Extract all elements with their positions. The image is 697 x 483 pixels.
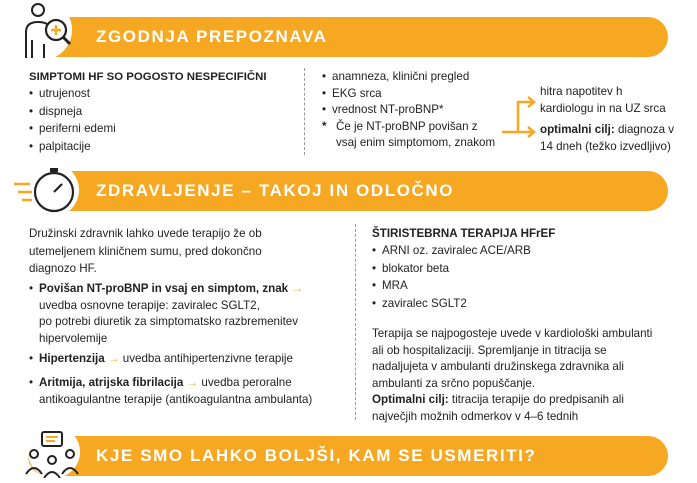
note-line: Če je NT-proBNP povišan z	[336, 119, 478, 133]
para-line: ambulanti za srčno popuščanje.	[372, 376, 536, 390]
symptoms-heading: SIMPTOMI HF SO POGOSTO NESPECIFIČNI	[29, 71, 267, 83]
list-item: • anamneza, klinični pregled	[322, 69, 522, 85]
para-line: ali ob hospitalizaciji. Spremljanje in titracija se	[372, 343, 607, 357]
team-discussion-icon	[20, 424, 84, 478]
outcome-goal-text: diagnoza v	[614, 123, 675, 136]
divider	[355, 224, 356, 420]
item-line: antikoagulantne terapije (antikoagulantna ambulanta)	[39, 392, 313, 406]
section3-banner	[28, 436, 668, 476]
arrow-icon: →	[186, 376, 199, 389]
list-item: • utrujenost	[29, 86, 279, 102]
list-item: • MRA	[372, 278, 652, 294]
list-item: • periferni edemi	[29, 121, 279, 137]
note-star: *	[322, 119, 327, 133]
para-line: Terapija se najpogosteje uvede v kardiološki ambulanti	[372, 327, 653, 340]
arrow-icon: →	[291, 282, 303, 295]
outcome-line: hitra napotitev h	[540, 85, 623, 98]
outcome-goal	[540, 122, 695, 154]
treatment-item-3	[29, 375, 349, 407]
list-item: • blokator beta	[372, 261, 652, 277]
item-line: hipervolemije	[39, 331, 108, 345]
item-label: Aritmija, atrijska fibrilacija	[39, 376, 184, 389]
optimal-goal-label: Optimalni cilj:	[372, 393, 449, 407]
arrow-icon: →	[107, 352, 120, 365]
list-item: • EKG srca	[322, 86, 522, 102]
item-text: uvedba peroralne	[201, 376, 292, 389]
list-item: • palpitacije	[29, 139, 279, 155]
para-line: največjih možnih odmerkov v 4–6 tednih	[372, 409, 579, 423]
item-label: Povišan NT-proBNP in vsaj en simptom, znak	[39, 282, 289, 295]
intro-line: Družinski zdravnik lahko uvede terapijo že ob	[29, 227, 262, 240]
symptoms-list	[29, 86, 279, 154]
quad-therapy-heading: ŠTIRISTEBRNA TERAPIJA HFrEF	[372, 227, 556, 240]
titration-paragraph	[372, 326, 692, 425]
list-item: • zaviralec SGLT2	[372, 296, 652, 312]
intro-line: utemeljenem kliničnem sumu, pred dokončno	[29, 244, 262, 258]
intro-line: diagnozo HF.	[29, 262, 97, 276]
quad-therapy-list	[372, 243, 652, 311]
outcome-goal-label: optimalni cilj:	[540, 123, 615, 136]
stopwatch-icon	[12, 162, 80, 220]
item-line: po potrebi diuretik za simptomatsko razbremenitev	[39, 315, 299, 329]
list-item: • ARNI oz. zaviralec ACE/ARB	[372, 243, 652, 259]
outcome-line: kardiologu in na UZ srca	[540, 101, 666, 115]
intro-paragraph	[29, 226, 339, 277]
list-item: • vrednost NT-proBNP*	[322, 102, 522, 118]
list-item: • dispneja	[29, 104, 279, 120]
section3-title: KJE SMO LAHKO BOLJŠI, KAM SE USMERITI?	[96, 446, 537, 465]
item-line: uvedba osnovne terapije: zaviralec SGLT2,	[39, 298, 260, 312]
note	[322, 119, 522, 151]
branch-arrow-icon	[500, 90, 540, 150]
section1-title: ZGODNJA PREPOZNAVA	[96, 27, 328, 46]
doctor-magnifier-icon	[8, 0, 76, 62]
item-text: uvedba antihipertenzivne terapije	[122, 352, 293, 365]
para-line: nadaljujeta v ambulanti družinskega zdravnika ali	[372, 360, 624, 374]
item-label: Hipertenzija	[39, 352, 105, 365]
outcome-referral	[540, 84, 690, 116]
note-line: vsaj enim simptomom, znakom	[336, 136, 496, 150]
treatment-item-2	[29, 351, 349, 367]
outcome-line: 14 dneh (težko izvedljivo)	[540, 139, 671, 153]
section1-banner	[28, 17, 668, 57]
section2-banner	[28, 171, 668, 211]
optimal-goal-text: titracija terapije do predpisanih ali	[448, 393, 624, 407]
section2-title: ZDRAVLJENJE – TAKOJ IN ODLOČNO	[96, 181, 455, 200]
diagnostics-list	[322, 69, 522, 151]
divider	[304, 68, 305, 155]
treatment-item-1	[29, 281, 349, 346]
